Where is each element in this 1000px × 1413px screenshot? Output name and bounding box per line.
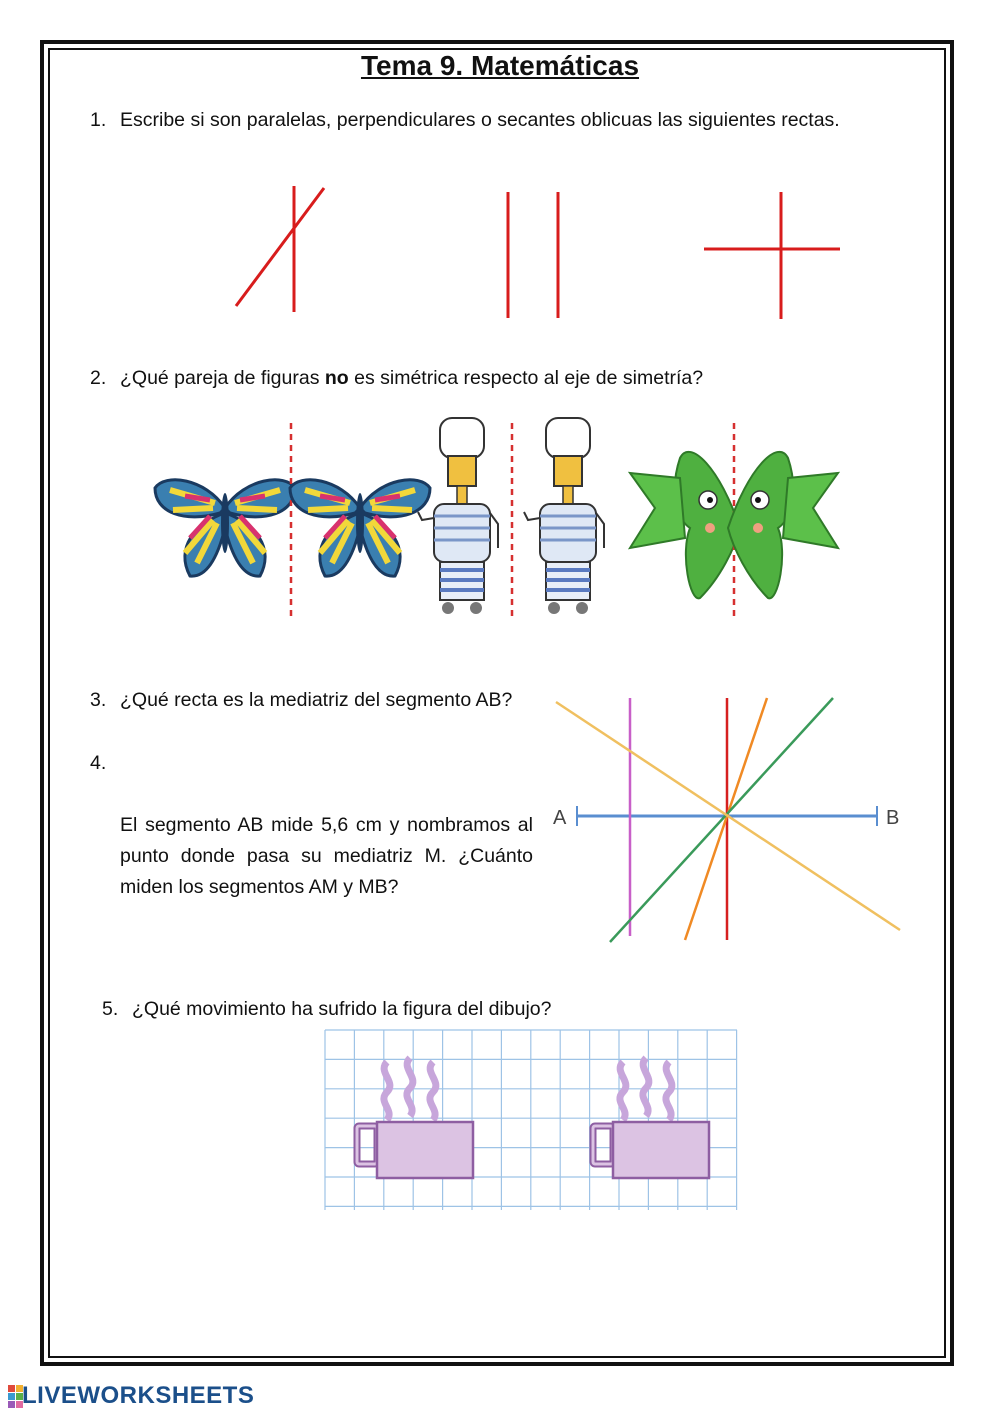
butterfly-right: [290, 480, 430, 576]
chef-left: [418, 418, 498, 614]
mediatrix-diagram: [550, 690, 910, 950]
question-3-number: 3.: [90, 689, 107, 711]
fish-right: [728, 452, 838, 599]
secant-oblique-line: [236, 188, 324, 306]
line-green: [610, 698, 833, 942]
perpendicular-lines: [704, 192, 840, 319]
question-2-text: ¿Qué pareja de figuras no es simétrica respecto al eje de simetría?: [120, 367, 704, 389]
question-5-number: 5.: [102, 998, 119, 1020]
fish-left: [630, 452, 740, 599]
parallel-lines: [508, 192, 558, 318]
symmetry-figure: [150, 408, 870, 628]
question-3-text: ¿Qué recta es la mediatriz del segmento AB?: [120, 689, 513, 711]
logo-square: [8, 1401, 15, 1408]
question-2: [90, 363, 857, 394]
chef-right: [524, 418, 604, 614]
question-4-text: El segmento AB mide 5,6 cm y nombramos al punto donde pasa su mediatriz M. ¿Cuánto miden los segmentos AM y MB?: [120, 814, 533, 898]
question-3: [90, 685, 533, 716]
grid-lines: [325, 1030, 737, 1210]
question-2-bold-no: no: [324, 367, 349, 389]
logo-square: [8, 1393, 15, 1400]
butterfly-left: [155, 480, 295, 576]
label-b: B: [886, 807, 900, 829]
question-5: [102, 994, 702, 1025]
label-a: A: [553, 807, 567, 829]
secant-lines: [236, 186, 324, 312]
liveworksheets-brand: LIVEWORKSHEETS: [22, 1382, 255, 1409]
page-title: Tema 9. Matemáticas: [360, 50, 640, 81]
logo-square: [8, 1385, 15, 1392]
question-4: [90, 810, 533, 903]
cups-grid-figure: [325, 1030, 737, 1210]
question-5-text: ¿Qué movimiento ha sufrido la figura del dibujo?: [132, 998, 552, 1020]
question-1-text: Escribe si son paralelas, perpendiculares o secantes oblicuas las siguientes rectas.: [120, 109, 840, 131]
question-1-number: 1.: [90, 109, 107, 131]
question-2-number: 2.: [90, 367, 107, 389]
question-4-number: 4.: [90, 752, 107, 774]
q1-lines-figure: [220, 180, 860, 325]
question-1: [90, 105, 857, 136]
